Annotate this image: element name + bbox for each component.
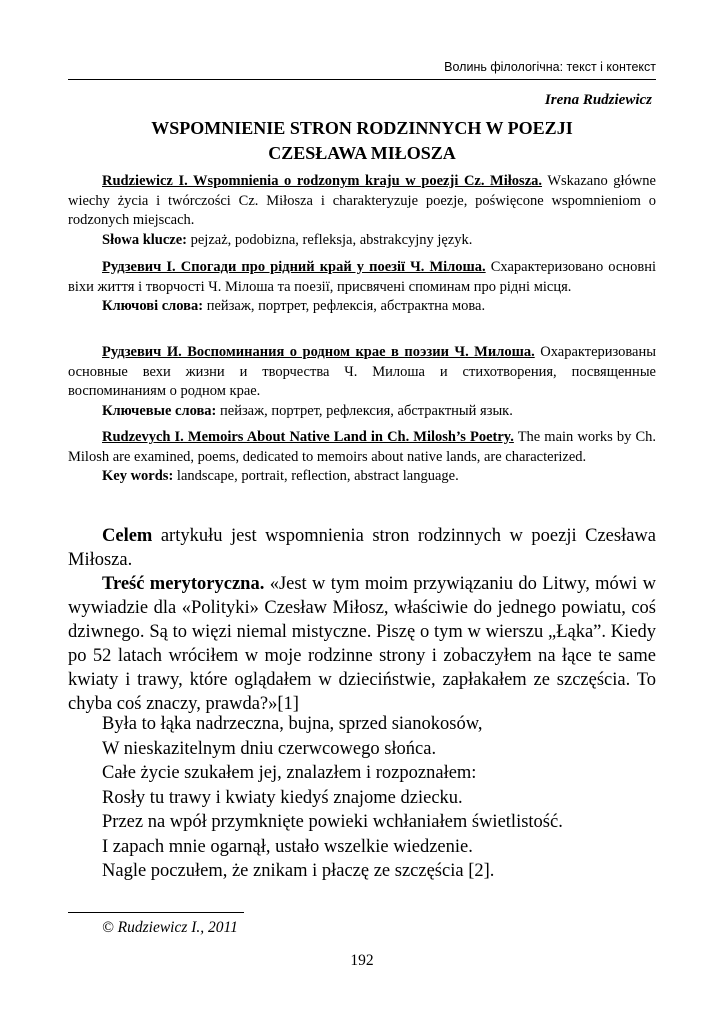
article-body	[68, 524, 656, 716]
keywords-label: Słowa klucze:	[102, 231, 187, 248]
header-rule	[68, 79, 656, 80]
keywords-list: пейзаж, портрет, рефлексія, абстрактна мова.	[203, 298, 486, 314]
abstract-english-keywords	[68, 467, 656, 487]
running-header: Волинь філологічна: текст і контекст	[444, 60, 656, 74]
poem-line: Rosły tu trawy i kwiaty kiedyś znajome dziecku.	[102, 787, 463, 808]
content-lead: Treść merytoryczna.	[102, 574, 265, 594]
abstract-russian-body: Охарактеризованы основные вехи жизни и творчества Ч. Милоша и стихотворения, посвященные воспоминаниям о родном крае.	[68, 344, 656, 399]
aim-text: artykułu jest wspomnienia stron rodzinnych w poezji Czesława Miłosza.	[68, 526, 656, 570]
page-number: 192	[350, 952, 374, 969]
abstract-ukrainian	[68, 258, 656, 317]
abstract-polish-keywords	[68, 231, 656, 251]
keywords-list: пейзаж, портрет, рефлексия, абстрактный язык.	[216, 402, 513, 419]
keywords-label: Ключевые слова:	[102, 402, 217, 419]
abstract-russian-text	[68, 343, 656, 402]
abstract-russian-keywords	[68, 402, 656, 422]
abstract-ukrainian-reference: Рудзевич І. Спогади про рідний край у поезії Ч. Мілоша.	[102, 259, 486, 275]
title-line-2: CZESŁAWA MIŁOSZA	[268, 143, 456, 163]
abstract-russian	[68, 343, 656, 421]
abstract-ukrainian-keywords	[68, 297, 656, 317]
title-line-1: WSPOMNIENIE STRON RODZINNYCH W POEZJI	[151, 118, 573, 138]
keywords-list: pejzaż, podobizna, refleksja, abstrakcyjny język.	[186, 231, 473, 248]
keywords-list: landscape, portrait, reflection, abstract language.	[173, 468, 459, 484]
body-paragraph-aim	[68, 524, 656, 572]
author-name: Irena Rudziewicz	[544, 92, 652, 108]
abstract-english-body: The main works by Ch. Milosh are examined, poems, dedicated to memoirs about native lands, are characterized.	[68, 429, 656, 465]
copyright-note: © Rudziewicz I., 2011	[102, 919, 238, 936]
poem-line: Nagle poczułem, że znikam i płaczę ze szczęścia [2].	[102, 861, 495, 881]
abstract-polish	[68, 172, 656, 250]
poem-line: Przez na wpół przymknięte powieki wchłaniałem świetlistość.	[102, 812, 563, 832]
aim-lead: Celem	[102, 526, 153, 546]
body-paragraph-content	[68, 572, 656, 716]
abstract-polish-text	[68, 172, 656, 231]
poem-line: I zapach mnie ogarnął, ustało wszelkie wiedzenie.	[102, 836, 473, 857]
poem-quote	[102, 712, 656, 884]
abstract-polish-body: Wskazano główne wiechy życia i twórczości Cz. Miłosza i charakteryzuje poezje, poświęcone wspomnieniom o rodzonych miejscach.	[68, 173, 656, 228]
abstract-english	[68, 428, 656, 487]
poem-line: W nieskazitelnym dniu czerwcowego słońca.	[102, 738, 437, 759]
abstract-polish-reference: Rudziewicz I. Wspomnienia o rodzonym kraju w poezji Cz. Miłosza.	[102, 173, 543, 189]
abstract-ukrainian-text	[68, 258, 656, 297]
content-text: «Jest w tym moim przywiązaniu do Litwy, mówi w wywiadzie dla «Polityki» Czesław Miłosz, właściwie do jednego powiatu, coś dziwnego. Są to więzi niemal mistyczne. Piszę o tym w wierszu „Łąka”. Kiedy po 52 latach wróciłem w moje rodzinne strony i zobaczyłem na łące te same kwiaty i trawy, które oglądałem w dzieciństwie, zapłakałem ze szczęścia. To chyba coś znaczy, prawda?»[1]	[68, 574, 656, 714]
abstract-russian-reference: Рудзевич И. Воспоминания о родном крае в поэзии Ч. Милоша.	[102, 344, 535, 360]
article-title	[68, 116, 656, 166]
keywords-label: Ключові слова:	[102, 298, 204, 314]
footnote-rule	[68, 912, 244, 913]
abstract-english-text	[68, 428, 656, 467]
poem-line: Całe życie szukałem jej, znalazłem i rozpoznałem:	[102, 763, 477, 783]
keywords-label: Key words:	[102, 468, 174, 484]
poem-line: Była to łąka nadrzeczna, bujna, sprzed sianokosów,	[102, 714, 483, 734]
abstract-english-reference: Rudzevych I. Memoirs About Native Land in Ch. Milosh’s Poetry.	[102, 429, 514, 445]
abstract-ukrainian-body: Схарактеризовано основні віхи життя і творчості Ч. Мілоша та поезії, присвячені споминам про рідні місця.	[68, 259, 656, 295]
